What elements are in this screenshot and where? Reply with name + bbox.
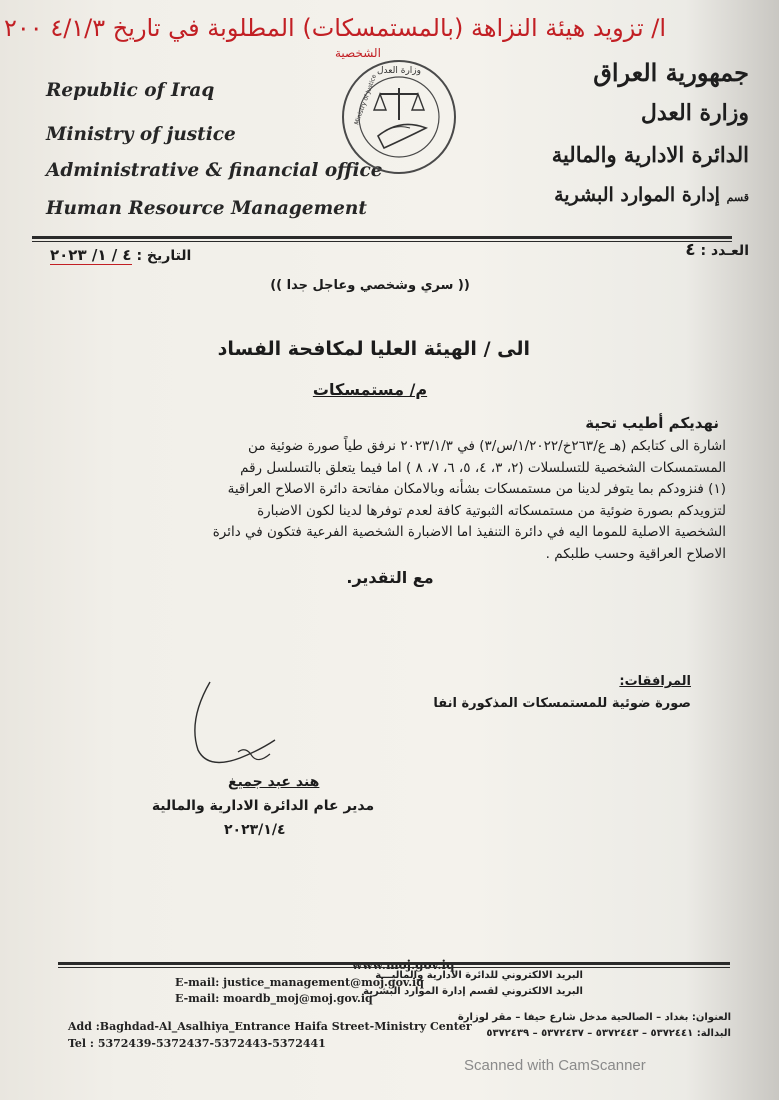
header-divider [32, 236, 732, 239]
camscanner-watermark: Scanned with CamScanner [464, 1057, 646, 1074]
letterhead-en-department: Human Resource Management [46, 198, 367, 219]
reference-number [685, 240, 749, 260]
reference-number-value: ٤ [685, 240, 696, 260]
handwritten-note: ا/ تزويد هيئة النزاهة (بالمستمسكات) المطلوبة في تاريخ ٤/١/٣ ٢٠٠ [4, 14, 667, 42]
footer-website[interactable]: www.moj.gov.iq [352, 958, 455, 972]
reference-number-label: العـدد : [700, 243, 749, 259]
footer-tel-ar: البدالة: ٥٣٧٢٤٤١ – ٥٣٧٢٤٤٣ – ٥٣٧٢٤٣٧ – ٥٣٧٢٤٣٩ [486, 1028, 731, 1039]
letter-body [52, 436, 726, 566]
seal-side-text: Ministry of Justice [353, 73, 379, 126]
letter-date-value: ٤ / ١/ ٢٠٢٣ [50, 246, 132, 264]
footer-email-label-ar2: البريد الالكتروني لقسم إدارة الموارد البشرية [363, 986, 583, 997]
signatory-date: ٢٠٢٣/١/٤ [224, 822, 286, 838]
signatory-name: هند عبد جميغ [228, 774, 320, 790]
letterhead-ar-department [554, 184, 749, 206]
letter-date-label: التاريخ : [136, 248, 192, 264]
letterhead-ar-dept-name: إدارة الموارد البشرية [554, 184, 720, 206]
body-line: لتزويدكم بصورة ضوئية من مستمسكاته الثبوتية كافة لعدم توفرها لدينا لكون الاضبارة [257, 502, 726, 519]
letterhead-en-country: Republic of Iraq [46, 80, 215, 101]
body-line: (١) فنزودكم بما يتوفر لدينا من مستمسكات بشأنه وبالامكان مفاتحة دائرة الاصلاح العراقية [227, 481, 726, 498]
body-line: اشارة الى كتابكم (هـ ع/٢٦٣خ/١/٢٠٢٢/س/٣) في ٢٠٢٣/١/٣ نرفق طياً صورة ضوئية من [247, 438, 726, 454]
body-line: المستمسكات الشخصية للتسلسلات (٢، ٣، ٤، ٥، ٦، ٧، ٨ ) اما فيما يتعلق بالتسلسل رقم [240, 459, 726, 476]
footer-email-management[interactable]: E-mail: justice_management@moj.gov.iq [175, 976, 424, 989]
footer-address-ar: العنوان: بغداد – الصالحية مدخل شارع حيفا – مقر لوزارة [457, 1012, 731, 1023]
letterhead-ar-country: جمهورية العراق [593, 58, 749, 87]
footer-email-hr[interactable]: E-mail: moardb_moj@moj.gov.iq [175, 992, 373, 1005]
footer-tel-en: Tel : 5372439-5372437-5372443-5372441 [68, 1037, 326, 1050]
letterhead-ar-ministry: وزارة العدل [640, 100, 749, 126]
footer-divider-thin [58, 967, 730, 968]
letter-date [50, 246, 191, 264]
classification: (( سري وشخصي وعاجل جدا )) [270, 278, 470, 293]
handwritten-note-sub: الشخصية [335, 46, 381, 60]
letterhead-en-ministry: Ministry of justice [46, 124, 236, 145]
greeting: نهديكم أطيب تحية [585, 414, 719, 432]
footer-email-label-ar1: البريد الالكتروني للدائرة الادارية والماليـــة [375, 970, 583, 981]
letterhead-en-office: Administrative & financial office [46, 160, 383, 181]
signatory-title: مدير عام الدائرة الادارية والمالية [151, 798, 375, 814]
letterhead-ar-dept-prefix: قسم [726, 191, 749, 204]
recipient: الى / الهيئة العليا لمكافحة الفساد [217, 338, 530, 360]
body-line: الشخصية الاصلية للموما اليه في دائرة التنفيذ اما الاضبارة الشخصية الفرعية فتكون في دائرة [212, 524, 726, 541]
ministry-seal [340, 58, 458, 176]
closing: مع التقدير. [346, 568, 434, 587]
attachments-item: صورة ضوئية للمستمسكات المذكورة انفا [433, 696, 691, 711]
subject: م/ مستمسكات [312, 380, 428, 399]
letterhead-ar-office: الدائرة الادارية والمالية [551, 142, 749, 167]
footer-address-en: Add :Baghdad-Al_Asalhiya_Entrance Haifa Street-Ministry Center [68, 1020, 472, 1033]
attachments-label: المرافقات: [619, 674, 691, 689]
footer-divider [58, 962, 730, 965]
seal-emblem-icon [340, 58, 458, 176]
body-line: الاصلاح العراقية وحسب طلبكم . [545, 545, 726, 562]
seal-upper-text: وزارة العدل [377, 66, 421, 76]
header-divider-thin [32, 241, 732, 242]
